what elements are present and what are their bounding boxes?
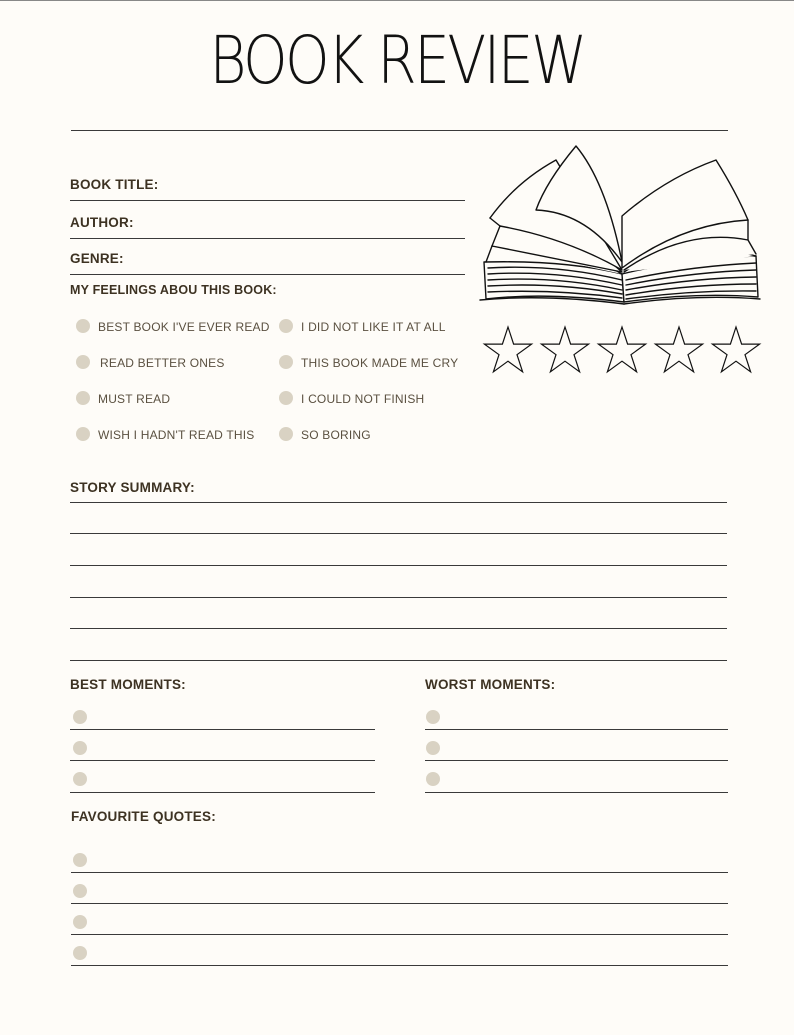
best-moments-heading: BEST MOMENTS:: [70, 677, 186, 692]
rating-stars[interactable]: [482, 325, 767, 377]
best-moment-line[interactable]: [70, 760, 375, 761]
favourite-quotes-heading: FAVOURITE QUOTES:: [71, 809, 216, 824]
circle-bullet-icon: [76, 355, 90, 369]
page-title: BOOK REVIEW: [209, 22, 585, 99]
open-book-icon: [476, 142, 766, 307]
author-label: AUTHOR:: [70, 215, 134, 230]
circle-bullet-icon: [279, 391, 293, 405]
summary-line[interactable]: [70, 565, 727, 566]
summary-line[interactable]: [70, 502, 727, 503]
star-outline-icon: [598, 327, 645, 372]
summary-line[interactable]: [70, 597, 727, 598]
genre-label: GENRE:: [70, 251, 124, 266]
circle-bullet-icon: [73, 915, 87, 929]
circle-bullet-icon: [279, 427, 293, 441]
star-outline-icon: [712, 327, 759, 372]
feeling-option-label: MUST READ: [98, 392, 171, 406]
quote-line[interactable]: [71, 934, 728, 935]
circle-bullet-icon: [426, 741, 440, 755]
feeling-option-label: WISH I HADN'T READ THIS: [98, 428, 255, 442]
circle-bullet-icon: [279, 319, 293, 333]
circle-bullet-icon: [73, 710, 87, 724]
star-outline-icon: [541, 327, 588, 372]
quote-line[interactable]: [71, 965, 728, 966]
summary-line[interactable]: [70, 628, 727, 629]
feeling-option-label: SO BORING: [301, 428, 371, 442]
circle-bullet-icon: [73, 946, 87, 960]
star-outline-icon: [484, 327, 531, 372]
feeling-option-label: BEST BOOK I'VE EVER READ: [98, 320, 270, 334]
circle-bullet-icon: [73, 853, 87, 867]
book-title-line[interactable]: [70, 200, 465, 201]
worst-moment-line[interactable]: [425, 760, 728, 761]
top-border: [0, 0, 794, 1]
summary-line[interactable]: [70, 533, 727, 534]
worst-moments-heading: WORST MOMENTS:: [425, 677, 556, 692]
worst-moment-line[interactable]: [425, 792, 728, 793]
quote-line[interactable]: [71, 872, 728, 873]
author-line[interactable]: [70, 238, 465, 239]
circle-bullet-icon: [73, 741, 87, 755]
feeling-option-label: READ BETTER ONES: [100, 356, 225, 370]
circle-bullet-icon: [73, 772, 87, 786]
circle-bullet-icon: [73, 884, 87, 898]
feelings-heading: MY FEELINGS ABOU THIS BOOK:: [70, 283, 277, 297]
feeling-option-label: I COULD NOT FINISH: [301, 392, 425, 406]
feeling-option-label: I DID NOT LIKE IT AT ALL: [301, 320, 446, 334]
genre-line[interactable]: [70, 274, 465, 275]
circle-bullet-icon: [76, 319, 90, 333]
story-summary-heading: STORY SUMMARY:: [70, 480, 195, 495]
summary-line[interactable]: [70, 660, 727, 661]
circle-bullet-icon: [426, 710, 440, 724]
best-moment-line[interactable]: [70, 792, 375, 793]
worst-moment-line[interactable]: [425, 729, 728, 730]
star-outline-icon: [655, 327, 702, 372]
circle-bullet-icon: [426, 772, 440, 786]
circle-bullet-icon: [76, 427, 90, 441]
feeling-option-label: THIS BOOK MADE ME CRY: [301, 356, 459, 370]
best-moment-line[interactable]: [70, 729, 375, 730]
title-rule: [71, 130, 728, 131]
book-title-label: BOOK TITLE:: [70, 177, 159, 192]
circle-bullet-icon: [76, 391, 90, 405]
quote-line[interactable]: [71, 903, 728, 904]
circle-bullet-icon: [279, 355, 293, 369]
